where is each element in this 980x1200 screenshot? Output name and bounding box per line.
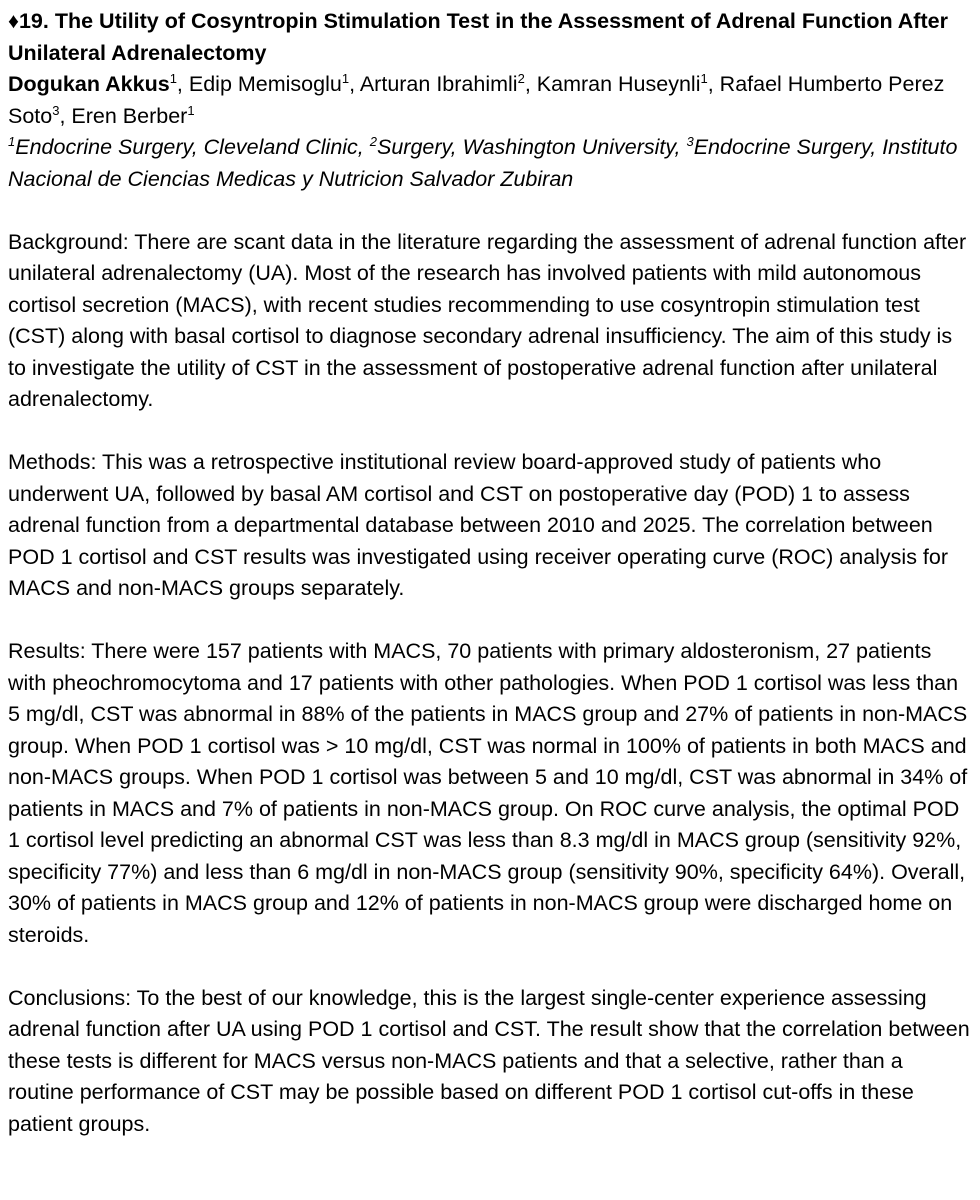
affiliation-text: Surgery, Washington University, [377, 135, 687, 159]
author-name: Arturan Ibrahimli [359, 72, 518, 96]
author [189, 72, 360, 96]
author-separator: , [349, 72, 360, 96]
author-name: Dogukan Akkus [8, 72, 170, 96]
author-name: Rafael Humberto Perez Soto [8, 72, 945, 128]
author [360, 72, 537, 96]
abstract-number: ♦19. [8, 9, 49, 33]
affiliation-text: Endocrine Surgery, Instituto Nacional de Ciencias Medicas y Nutricion Salvador Zubiran [8, 135, 958, 191]
author-list [8, 69, 974, 132]
author-name: Edip Memisoglu [188, 72, 342, 96]
conclusions-section: Conclusions: To the best of our knowledge, this is the largest single-center experience assessing adrenal function after UA using POD 1 cortisol and CST. The result show that the correlation between these tests is different for MACS versus non-MACS patients and that a selective, rather than a routine performance of CST may be possible based on different POD 1 cortisol cut-offs in these patient groups. [8, 985, 970, 1136]
author-affiliation-mark: 1 [700, 70, 708, 86]
author [537, 72, 720, 96]
author-separator: , [176, 72, 189, 96]
affiliation-mark: 3 [686, 133, 694, 149]
affiliation-mark: 1 [8, 133, 16, 149]
author-name: Kamran Huseynli [536, 72, 701, 96]
affiliation-text: Endocrine Surgery, Cleveland Clinic, [15, 135, 370, 159]
methods-section: Methods: This was a retrospective institutional review board-approved study of patients who underwent UA, followed by basal AM cortisol and CST on postoperative day (POD) 1 to assess adrenal function from a departmental database between 2010 and 2025. The correlation between POD 1 cortisol and CST results was investigated using receiver operating curve (ROC) analysis for MACS and non-MACS groups separately. [8, 450, 949, 600]
author-separator: , [524, 72, 537, 96]
author-affiliation-mark: 1 [341, 70, 350, 86]
abstract-title [8, 6, 974, 69]
title-text: The Utility of Cosyntropin Stimulation Test in the Assessment of Adrenal Function After Unilateral Adrenalectomy [8, 9, 948, 65]
affiliation [370, 135, 687, 159]
affiliation [8, 135, 370, 159]
author-separator: , [707, 72, 720, 96]
affiliation-list [8, 132, 974, 195]
author-separator: , [59, 103, 72, 128]
background-section: Background: There are scant data in the literature regarding the assessment of adrenal function after unilateral adrenalectomy (UA). Most of the research has involved patients with mild autonomous cortisol secretion (MACS), with recent studies recommending to use cosyntropin stimulation test (CST) along with basal cortisol to diagnose secondary adrenal insufficiency. The aim of this study is to investigate the utility of CST in the assessment of postoperative adrenal function after unilateral adrenalectomy. [8, 229, 967, 411]
affiliation-mark: 2 [369, 133, 377, 149]
author [71, 104, 194, 128]
author-affiliation-mark: 3 [52, 102, 60, 118]
author-affiliation-mark: 1 [187, 102, 195, 118]
author-name: Eren Berber [71, 103, 188, 128]
author-affiliation-mark: 1 [169, 70, 177, 86]
author [8, 72, 189, 96]
author-affiliation-mark: 2 [517, 70, 525, 86]
results-section: Results: There were 157 patients with MACS, 70 patients with primary aldosteronism, 27 patients with pheochromocytoma and 17 patients with other pathologies. When POD 1 cortisol was less than 5 mg/dl, CST was abnormal in 88% of the patients in MACS group and 27% of patients in non-MACS group. When POD 1 cortisol was > 10 mg/dl, CST was normal in 100% of patients in both MACS and non-MACS groups. When POD 1 cortisol was between 5 and 10 mg/dl, CST was abnormal in 34% of patients in MACS and 7% of patients in non-MACS group. On ROC curve analysis, the optimal POD 1 cortisol level predicting an abnormal CST was less than 8.3 mg/dl in MACS group (sensitivity 92%, specificity 77%) and less than 6 mg/dl in non-MACS group (sensitivity 90%, specificity 64%). Overall, 30% of patients in MACS group and 12% of patients in non-MACS group were discharged home on steroids. [8, 639, 968, 947]
